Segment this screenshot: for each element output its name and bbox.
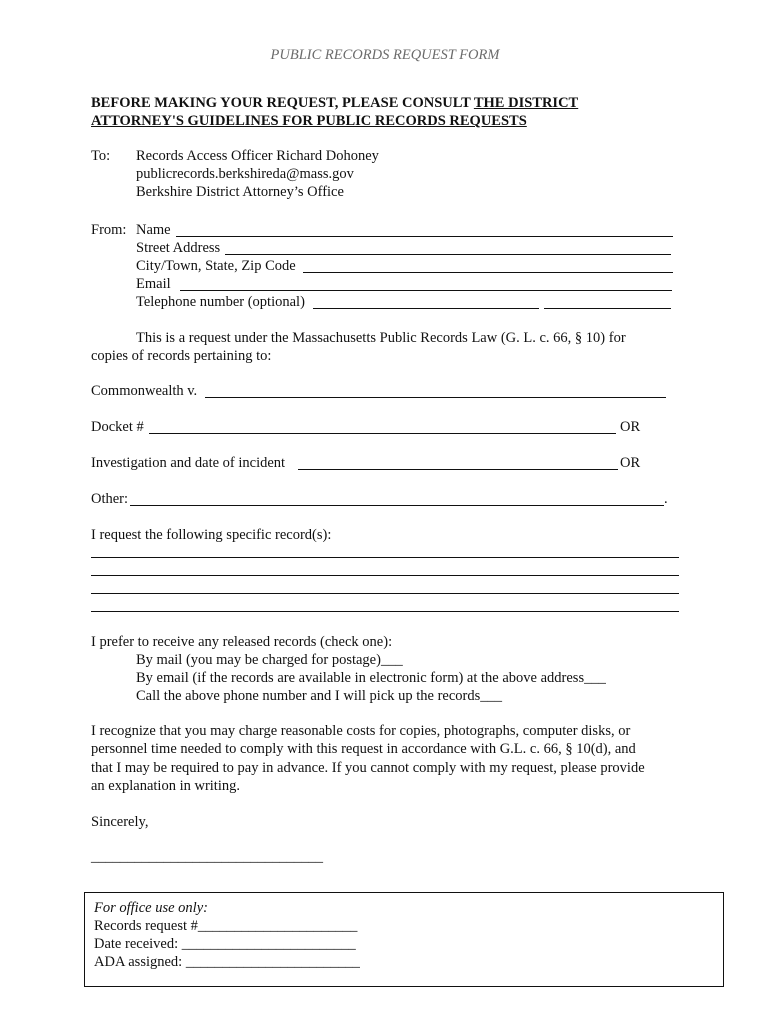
specific-records-line-3[interactable] (91, 593, 679, 594)
street-address-label: Street Address (136, 240, 221, 256)
name-label: Name (136, 222, 171, 238)
telephone-field-extra[interactable] (544, 308, 671, 309)
delivery-label: I prefer to receive any released records (check one): (91, 634, 393, 650)
specific-records-line-4[interactable] (91, 611, 679, 612)
other-label: Other: (91, 491, 129, 507)
signature-line[interactable]: ________________________________ (91, 849, 323, 865)
to-officer: Records Access Officer Richard Dohoney (136, 148, 379, 164)
records-request-number: Records request #______________________ (94, 918, 358, 934)
other-field[interactable] (130, 505, 664, 506)
to-email: publicrecords.berkshireda@mass.gov (136, 166, 354, 182)
name-field[interactable] (176, 236, 673, 237)
notice-line-1 (91, 95, 578, 112)
guidelines-link-part-2[interactable]: ATTORNEY'S GUIDELINES FOR PUBLIC RECORDS REQUESTS (91, 113, 527, 129)
ada-assigned: ADA assigned: ________________________ (94, 954, 360, 970)
email-field[interactable] (180, 290, 672, 291)
telephone-field[interactable] (313, 308, 539, 309)
commonwealth-label: Commonwealth v. (91, 383, 198, 399)
investigation-or: OR (620, 455, 641, 471)
delivery-option-mail[interactable]: By mail (you may be charged for postage)___ (136, 652, 403, 668)
email-label: Email (136, 276, 171, 292)
specific-records-label: I request the following specific record(s): (91, 527, 332, 543)
delivery-option-pickup[interactable]: Call the above phone number and I will pick up the records___ (136, 688, 503, 704)
specific-records-line-1[interactable] (91, 557, 679, 558)
costs-line-2: personnel time needed to comply with this request in accordance with G.L. c. 66, § 10(d), and (91, 741, 636, 757)
office-use-title: For office use only: (94, 900, 208, 916)
city-state-zip-field[interactable] (303, 272, 673, 273)
city-state-zip-label: City/Town, State, Zip Code (136, 258, 296, 274)
specific-records-line-2[interactable] (91, 575, 679, 576)
page-title: PUBLIC RECORDS REQUEST FORM (270, 47, 500, 63)
investigation-label: Investigation and date of incident (91, 455, 286, 471)
costs-line-4: an explanation in writing. (91, 778, 240, 794)
commonwealth-field[interactable] (205, 397, 666, 398)
to-label: To: (91, 148, 111, 164)
from-label: From: (91, 222, 127, 238)
investigation-field[interactable] (298, 469, 618, 470)
docket-or: OR (620, 419, 641, 435)
telephone-label: Telephone number (optional) (136, 294, 305, 310)
salutation: Sincerely, (91, 814, 149, 830)
costs-line-3: that I may be required to pay in advance. If you cannot comply with my request, please provide (91, 760, 645, 776)
guidelines-link-part-1[interactable]: THE DISTRICT (473, 95, 579, 111)
date-received: Date received: ________________________ (94, 936, 356, 952)
costs-line-1: I recognize that you may charge reasonable costs for copies, photographs, computer disks, or (91, 723, 631, 739)
street-address-field[interactable] (225, 254, 671, 255)
docket-field[interactable] (149, 433, 616, 434)
docket-label: Docket # (91, 419, 144, 435)
to-office: Berkshire District Attorney’s Office (136, 184, 344, 200)
notice-prefix: BEFORE MAKING YOUR REQUEST, PLEASE CONSULT (91, 95, 474, 111)
other-period: . (664, 491, 668, 507)
intro-line-2: copies of records pertaining to: (91, 348, 272, 364)
delivery-option-email[interactable]: By email (if the records are available in electronic form) at the above address___ (136, 670, 606, 686)
intro-line-1: This is a request under the Massachusetts Public Records Law (G. L. c. 66, § 10) for (136, 330, 626, 346)
